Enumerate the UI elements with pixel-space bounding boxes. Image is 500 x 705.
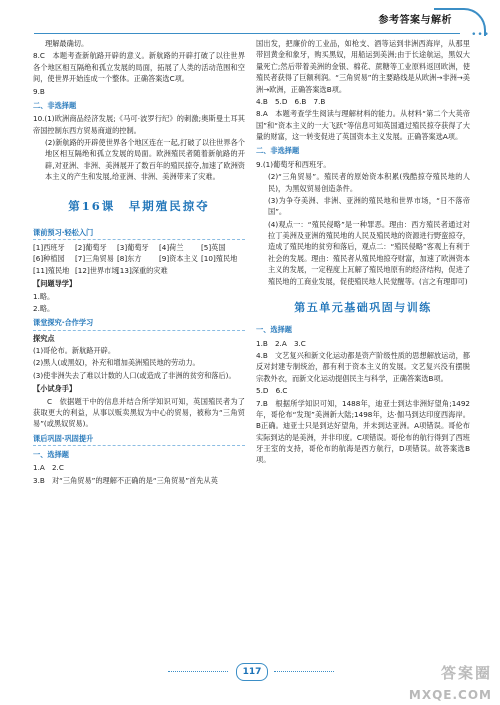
unit-answers-5-6: 5.D 6.C xyxy=(256,386,288,396)
inquiry-answer-2: (2)黑人(或黑奴)，补充和增加美洲殖民地的劳动力。 xyxy=(33,358,200,368)
answer-9: 9.B xyxy=(33,86,45,96)
section-heading-choice: 一、选择题 xyxy=(33,450,69,460)
answer-3-continued: 国出发，把廉价的工业品，如枪支、酒等运到非洲西海岸，从那里带回黄金和象牙，购买黑奴，用船运到美洲;由于长途航运，黑奴大量死亡;然后带着美洲的金银、棉花、蔗糖等工业原料返回欧洲，使殖民者获得了巨额利润。“三角贸易”的主要路线是从欧洲→非洲→美洲→欧洲，正确答案选B项。 xyxy=(256,39,470,94)
left-column xyxy=(33,38,245,487)
answer-9-4: (4)观点一：“殖民侵略”是一种罪恶。理由：西方殖民者通过对拉丁美洲及亚洲的殖民地的人民及殖民地的资源进行野蛮掠夺，造成了殖民地的贫穷和落后，观点二：“殖民侵略”客观上有利于社会的发展。理由：殖民者从殖民地掠夺财富，加速了欧洲资本主义的发展，一定程度上瓦解了殖民地原有的经济结构，促进了殖民地的工商业发展，促使殖民地人民觉醒等。(言之有理即可) xyxy=(268,219,470,286)
right-column xyxy=(256,38,470,467)
page-number: 117 xyxy=(236,663,268,681)
watermark-bottom: MXQE.COM xyxy=(408,687,492,702)
keyword: [9]资本主义 xyxy=(159,254,198,264)
keyword: [11]殖民地 xyxy=(33,265,70,275)
keyword: [13]深重的灾难 xyxy=(117,265,168,275)
answer-8: 8.C 本题考查新航路开辟的意义。新航路的开辟打破了以往世界各个地区相互隔绝和孤立发展的局面，拓展了人类的活动范围和空间，使世界开始连成一个整体。正确答案选C项。 xyxy=(33,51,245,84)
answer-8: 8.A 本题考查学生阅读与理解材料的能力。从材料“第二个大英帝国”和“资本主义的一大飞跃”等信息可知英国通过殖民掠夺获得了大量的财富，这一转变促进了英国资本主义发展。正确答案选A项。 xyxy=(256,109,470,141)
keyword: [3]葡萄牙 xyxy=(117,243,149,253)
answer-10-1: 10.(1)欧洲商品经济发展;《马可·波罗行纪》的刺激;奥斯曼土耳其帝国控制东西方贸易商道的控制。 xyxy=(33,114,245,135)
inquiry-answer-1: (1)哥伦布。新航路开辟。 xyxy=(33,346,116,356)
keyword: [1]西班牙 xyxy=(33,243,65,253)
keyword: [7]三角贸易 xyxy=(75,254,114,264)
footer-rule-right xyxy=(274,671,334,672)
answers-4-7: 4.B 5.D 6.B 7.B xyxy=(256,96,326,106)
inquiry-subheading: 探究点 xyxy=(33,333,55,343)
header-dots-decoration: ••• xyxy=(471,30,490,40)
section-heading-nonchoice: 二、非选择题 xyxy=(256,146,300,156)
watermark-top: 答案圈 xyxy=(440,664,492,682)
unit-answer-7: 7.B 根据所学知识可知，1488年，迪亚士到达非洲好望角;1492年，哥伦布“发现”美洲新大陆;1498年，达·伽马到达印度西海岸。B正确。迪亚士只是到达好望角，并未到达亚洲。A项错误。哥伦布实际到达的是美洲，并非印度。C项错误。哥伦布的航行得到了西班牙王室的支持，哥伦布的航海是西方航行，D项错误。故答案选B项。 xyxy=(256,398,470,465)
keyword: [8]东方 xyxy=(117,254,142,264)
keyword: [10]殖民地 xyxy=(201,254,238,264)
problem-heading: 【问题导学】 xyxy=(33,279,77,289)
choice-answers-1: 1.A 2.C xyxy=(33,463,64,473)
watermark xyxy=(409,662,492,705)
header-title: 参考答案与解析 xyxy=(378,15,452,26)
unit-title: 第五单元基础巩固与训练 xyxy=(294,300,432,314)
problem-answer-2: 2.略。 xyxy=(33,303,55,313)
keyword: [5]英国 xyxy=(201,243,226,253)
answer-9-1: 9.(1)葡萄牙和西班牙。 xyxy=(256,159,331,169)
test-answer: C 依据题干中的信息并结合所学知识可知，英国殖民者为了获取更大的利益，从事以贩卖黑奴为中心的贸易，被称为“三角贸易”(或黑奴贸易)。 xyxy=(33,396,245,429)
answer-10-2: (2)新航路的开辟使世界各个地区连在一起,打破了以往世界各个地区相互隔绝和孤立发展的局面。欧洲殖民者随着新航路的开辟,对亚洲、非洲、美洲展开了数百年的殖民掠夺,加速了欧洲资本主义的产生和发展,给亚洲、非洲、美洲带来了灾难。 xyxy=(45,138,245,182)
keyword: [2]葡萄牙 xyxy=(75,243,107,253)
problem-answer-1: 1.略。 xyxy=(33,291,55,301)
inquiry-answer-3: (3)使非洲失去了难以计数的人口(或造成了非洲的贫穷和落后)。 xyxy=(33,370,236,380)
keyword: [4]荷兰 xyxy=(159,243,184,253)
header-rule xyxy=(34,33,460,34)
test-heading: 【小试身手】 xyxy=(33,384,77,394)
answer-9-3: (3)为争夺美洲、非洲、亚洲的殖民地和世界市场，“日不落帝国”。 xyxy=(268,195,470,217)
section-heading-after-class: 课后巩固·巩固提升 xyxy=(33,433,245,446)
lesson-title: 第16课 早期殖民掠夺 xyxy=(68,198,210,213)
footer-rule-left xyxy=(168,671,228,672)
keyword: [6]种植园 xyxy=(33,254,65,264)
unit-answers-1-3: 1.B 2.A 3.C xyxy=(256,338,306,348)
section-heading-inquiry: 课堂探究·合作学习 xyxy=(33,317,245,330)
answer-9-2: (2)“三角贸易”。殖民者的原始资本积累(残酷掠夺殖民地的人民)，为黑奴贸易创造条件。 xyxy=(268,172,470,193)
keyword-grid xyxy=(33,242,245,276)
section-heading-choice: 一、选择题 xyxy=(256,325,292,335)
unit-answer-4: 4.B 文艺复兴和新文化运动都是资产阶级性质的思想解放运动，都反对封建专制统治，都有利于资本主义的发展。文艺复兴没有摆脱宗教外衣，而新文化运动提倡民主与科学，正确答案选B项。 xyxy=(256,351,470,383)
section-heading-nonchoice: 二、非选择题 xyxy=(33,100,77,110)
choice-answer-3: 3.B 对“三角贸易”的理解不正确的是“三角贸易”首先从英 xyxy=(33,475,218,485)
section-heading-preview: 课前预习·轻松入门 xyxy=(33,227,245,240)
page-header xyxy=(0,0,500,42)
keyword: [12]世界市场 xyxy=(75,265,119,275)
answer-text: 理解最确切。 xyxy=(45,39,89,48)
